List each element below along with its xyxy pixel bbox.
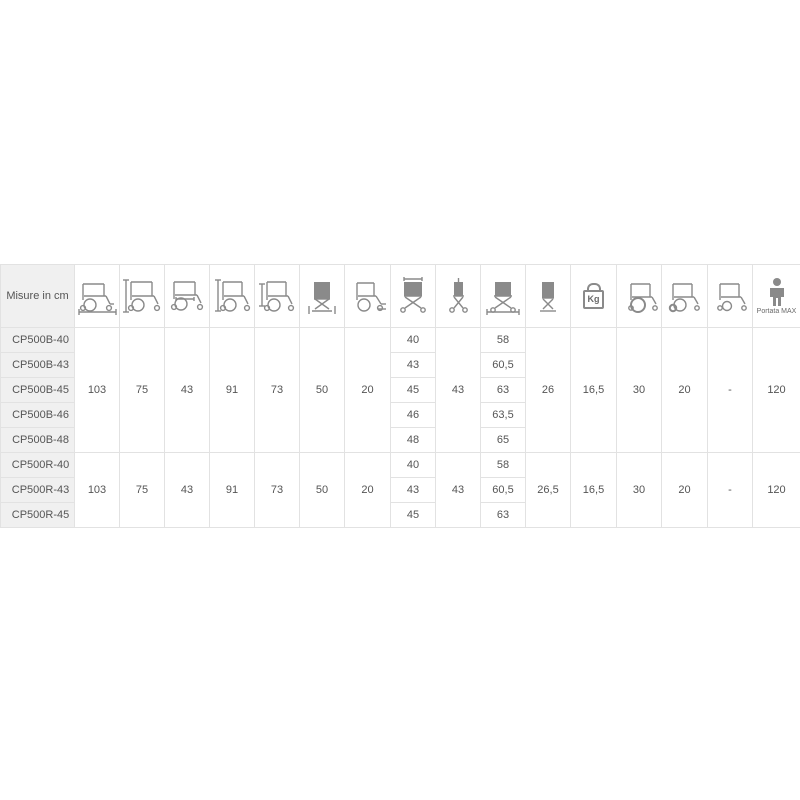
cell-max-load-r: 120 <box>753 453 800 528</box>
cell-rear-wheel-b: 30 <box>617 328 662 453</box>
cell-seat-width-r-45: 45 <box>391 503 436 528</box>
cell-total-height-r: 75 <box>120 453 165 528</box>
cell-push-handle-height-b: 91 <box>210 328 255 453</box>
cell-seat-width-narrow-r: 43 <box>436 453 481 528</box>
cell-total-width-b-48: 65 <box>481 428 526 453</box>
corner-label-cell <box>1 265 75 328</box>
wheelchair-folded-depth-icon <box>527 276 569 316</box>
cell-total-width-r-40: 58 <box>481 453 526 478</box>
cell-folded-width-r: 50 <box>300 453 345 528</box>
cell-total-width-b-46: 63,5 <box>481 403 526 428</box>
row-label-cp500b-40: CP500B-40 <box>1 328 75 353</box>
kg-icon: Kg <box>583 290 604 309</box>
cell-folded-depth-b: 26 <box>526 328 571 453</box>
wheelchair-folded-width-icon <box>301 276 343 316</box>
cell-front-wheel-r: 20 <box>662 453 708 528</box>
wheelchair-transit-wheel-icon <box>709 276 751 316</box>
max-load-label: Portata MAX <box>756 308 797 315</box>
col-icon-wheelchair-push-handle-height <box>210 265 255 328</box>
col-icon-front-wheel-diameter <box>662 265 708 328</box>
cell-seat-width-narrow-b: 43 <box>436 328 481 453</box>
col-icon-wheelchair-seat-depth <box>165 265 210 328</box>
wheelchair-seat-width-front-icon <box>392 276 434 316</box>
cell-seat-width-r-40: 40 <box>391 453 436 478</box>
wheelchair-footrest-icon <box>347 276 389 316</box>
col-icon-wheelchair-seat-width-narrow <box>436 265 481 328</box>
wheelchair-seat-width-narrow-icon <box>437 276 479 316</box>
cell-seat-width-b-48: 48 <box>391 428 436 453</box>
cell-seat-width-b-45: 45 <box>391 378 436 403</box>
cell-seat-depth-r: 43 <box>165 453 210 528</box>
cell-total-width-b-45: 63 <box>481 378 526 403</box>
row-label-cp500b-43: CP500B-43 <box>1 353 75 378</box>
cell-seat-width-b-46: 46 <box>391 403 436 428</box>
cell-total-width-b-40: 58 <box>481 328 526 353</box>
cell-total-length-r: 103 <box>75 453 120 528</box>
cell-total-width-r-45: 63 <box>481 503 526 528</box>
table-row <box>1 328 800 353</box>
cell-weight-r: 16,5 <box>571 453 617 528</box>
col-icon-wheelchair-transit-wheel <box>708 265 753 328</box>
col-icon-wheelchair-total-height <box>120 265 165 328</box>
cell-front-wheel-b: 20 <box>662 328 708 453</box>
cell-total-length-b: 103 <box>75 328 120 453</box>
cell-total-height-b: 75 <box>120 328 165 453</box>
cell-weight-b: 16,5 <box>571 328 617 453</box>
table-header-row <box>1 265 800 328</box>
wheelchair-total-width-icon <box>482 276 524 316</box>
row-label-cp500r-40: CP500R-40 <box>1 453 75 478</box>
col-icon-wheelchair-total-width <box>481 265 526 328</box>
col-icon-weight-kg <box>571 265 617 328</box>
cell-seat-depth-b: 43 <box>165 328 210 453</box>
cell-folded-width-b: 50 <box>300 328 345 453</box>
cell-folded-depth-r: 26,5 <box>526 453 571 528</box>
cell-push-handle-height-r: 91 <box>210 453 255 528</box>
col-icon-wheelchair-folded-width <box>300 265 345 328</box>
front-wheel-diameter-icon <box>664 276 706 316</box>
cell-total-width-b-43: 60,5 <box>481 353 526 378</box>
cell-backrest-height-b: 73 <box>255 328 300 453</box>
cell-seat-width-b-43: 43 <box>391 353 436 378</box>
cell-seat-width-b-40: 40 <box>391 328 436 353</box>
measurements-table-container <box>0 264 800 528</box>
cell-transit-wheel-r: - <box>708 453 753 528</box>
row-label-cp500b-46: CP500B-46 <box>1 403 75 428</box>
wheelchair-backrest-height-icon <box>256 276 298 316</box>
rear-wheel-diameter-icon <box>618 276 660 316</box>
max-load-person-icon <box>764 277 790 307</box>
col-icon-wheelchair-total-length <box>75 265 120 328</box>
wheelchair-seat-depth-icon <box>166 276 208 316</box>
cell-max-load-b: 120 <box>753 328 800 453</box>
cell-total-width-r-43: 60,5 <box>481 478 526 503</box>
wheelchair-push-handle-height-icon <box>211 276 253 316</box>
measurements-table <box>0 264 800 528</box>
cell-seat-width-r-43: 43 <box>391 478 436 503</box>
cell-footrest-b: 20 <box>345 328 391 453</box>
table-row <box>1 453 800 478</box>
row-label-cp500b-45: CP500B-45 <box>1 378 75 403</box>
cell-backrest-height-r: 73 <box>255 453 300 528</box>
col-icon-wheelchair-footrest <box>345 265 391 328</box>
col-icon-rear-wheel-diameter <box>617 265 662 328</box>
col-icon-wheelchair-seat-width-front <box>391 265 436 328</box>
row-label-cp500r-45: CP500R-45 <box>1 503 75 528</box>
col-icon-max-load <box>753 265 800 328</box>
row-label-cp500r-43: CP500R-43 <box>1 478 75 503</box>
col-icon-wheelchair-folded-depth <box>526 265 571 328</box>
cell-rear-wheel-r: 30 <box>617 453 662 528</box>
cell-transit-wheel-b: - <box>708 328 753 453</box>
corner-label-text: Misure in cm <box>6 289 69 302</box>
col-icon-wheelchair-backrest-height <box>255 265 300 328</box>
cell-footrest-r: 20 <box>345 453 391 528</box>
wheelchair-total-length-icon <box>76 276 118 316</box>
row-label-cp500b-48: CP500B-48 <box>1 428 75 453</box>
wheelchair-total-height-icon <box>121 276 163 316</box>
